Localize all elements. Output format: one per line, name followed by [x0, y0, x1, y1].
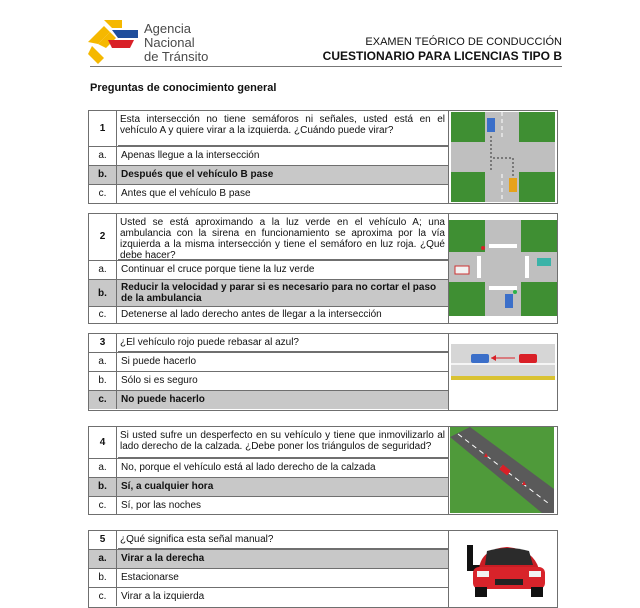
blue-car-icon — [471, 354, 489, 363]
answer-option[interactable] — [89, 371, 449, 390]
section-title: Preguntas de conocimiento general — [90, 82, 277, 94]
option-text: Antes que el vehículo B pase — [121, 188, 251, 199]
vehicle-b-icon — [487, 118, 495, 132]
question-number: 4 — [89, 427, 117, 458]
option-letter: a. — [89, 147, 117, 165]
question-5 — [88, 530, 558, 608]
question-stem: Usted se está aproximando a la luz verde en el vehículo A; una ambulancia con la sirena en funcionamiento se aproxima por la vía izquierda a la misma intersección y tiene el semáforo en luz roja. ¿Qué debe hacer? — [118, 214, 448, 260]
answer-option[interactable] — [89, 306, 449, 323]
answer-option[interactable] — [89, 496, 449, 514]
option-letter: b. — [89, 372, 117, 390]
intersection-illustration — [451, 112, 555, 202]
answer-option[interactable] — [89, 146, 449, 165]
answer-option[interactable] — [89, 352, 449, 371]
column-divider — [448, 334, 449, 410]
option-letter: a. — [89, 353, 117, 371]
column-divider — [448, 427, 449, 514]
question-stem: ¿Qué significa esta señal manual? — [118, 531, 448, 549]
agency-logo — [84, 12, 214, 72]
option-text: Virar a la derecha — [121, 553, 205, 564]
option-letter: b. — [89, 280, 117, 306]
option-letter: c. — [89, 391, 117, 409]
question-2 — [88, 213, 558, 324]
exam-subtitle: CUESTIONARIO PARA LICENCIAS TIPO B — [322, 49, 562, 63]
answer-option[interactable] — [89, 587, 449, 606]
ambulance-icon — [455, 266, 469, 274]
option-letter: c. — [89, 185, 117, 203]
roadside-breakdown-illustration — [450, 427, 554, 513]
answer-option[interactable] — [89, 184, 449, 203]
column-divider — [448, 531, 449, 607]
answer-option-correct[interactable] — [89, 390, 449, 409]
option-text: Después que el vehículo B pase — [121, 169, 274, 180]
option-text: Detenerse al lado derecho antes de llegar a la intersección — [121, 309, 382, 320]
answer-option-correct[interactable] — [89, 165, 449, 184]
option-text: Sólo si es seguro — [121, 375, 198, 386]
question-stem: ¿El vehículo rojo puede rebasar al azul? — [118, 334, 448, 352]
option-text: No puede hacerlo — [121, 394, 205, 405]
option-letter: b. — [89, 478, 117, 496]
option-letter: b. — [89, 569, 117, 587]
column-divider — [448, 111, 449, 203]
answer-option[interactable] — [89, 260, 449, 279]
question-number: 2 — [89, 214, 117, 260]
exam-title: EXAMEN TEÓRICO DE CONDUCCIÓN — [365, 36, 562, 48]
question-4 — [88, 426, 558, 515]
question-stem: Esta intersección no tiene semáforos ni señales, usted está en el vehículo A y quiere virar a la izquierda. ¿Cuándo puede virar? — [118, 111, 448, 146]
vehicle-a-icon — [509, 178, 517, 192]
option-letter: b. — [89, 166, 117, 184]
option-letter: a. — [89, 459, 117, 477]
answer-option-correct[interactable] — [89, 477, 449, 496]
question-number: 3 — [89, 334, 117, 352]
vehicle-a-icon — [505, 294, 513, 308]
option-letter: c. — [89, 588, 117, 606]
agency-name-line2: Nacional — [144, 35, 195, 50]
question-number: 5 — [89, 531, 117, 549]
option-letter: a. — [89, 261, 117, 279]
question-1 — [88, 110, 558, 204]
question-3 — [88, 333, 558, 411]
option-text: Virar a la izquierda — [121, 591, 205, 602]
ambulance-intersection-illustration — [449, 220, 557, 316]
answer-option[interactable] — [89, 568, 449, 587]
option-text: Sí, a cualquier hora — [121, 481, 214, 492]
option-text: Reducir la velocidad y parar si es necesario para no cortar el paso de la ambulancia — [121, 282, 437, 304]
answer-option-correct[interactable] — [89, 279, 449, 306]
option-text: Si puede hacerlo — [121, 356, 197, 367]
header-divider — [90, 66, 562, 67]
option-text: No, porque el vehículo está al lado derecho de la calzada — [121, 462, 376, 473]
red-car-icon — [473, 567, 545, 589]
option-letter: c. — [89, 307, 117, 323]
option-text: Continuar el cruce porque tiene la luz verde — [121, 264, 315, 275]
raised-arm-icon — [467, 545, 473, 567]
hand-signal-car-illustration — [459, 535, 559, 599]
option-text: Apenas llegue a la intersección — [121, 150, 260, 161]
question-number: 1 — [89, 111, 117, 146]
car-icon — [537, 258, 551, 266]
agency-name-line3: de Tránsito — [144, 49, 209, 64]
option-text: Estacionarse — [121, 572, 179, 583]
option-text: Sí, por las noches — [121, 500, 202, 511]
option-letter: c. — [89, 497, 117, 514]
agency-emblem-icon — [84, 12, 144, 72]
overtaking-illustration — [451, 344, 555, 380]
question-stem: Si usted sufre un desperfecto en su vehículo y tiene que inmovilizarlo al lado derecho de la calzada. ¿Debe poner los triángulos de seguridad? — [118, 427, 448, 458]
red-car-icon — [519, 354, 537, 363]
answer-option-correct[interactable] — [89, 549, 449, 568]
agency-name-line1: Agencia — [144, 21, 191, 36]
option-letter: a. — [89, 550, 117, 568]
answer-option[interactable] — [89, 458, 449, 477]
